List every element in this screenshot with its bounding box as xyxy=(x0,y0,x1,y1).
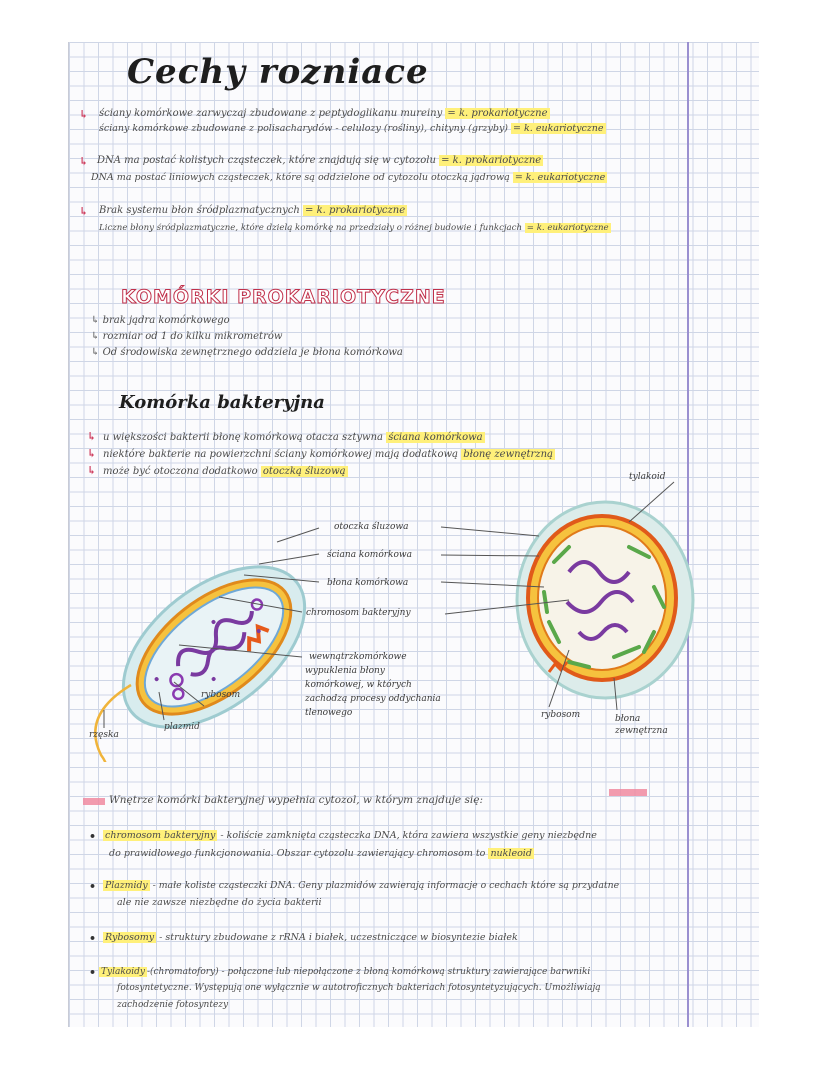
label-sciana: ściana komórkowa xyxy=(327,550,412,560)
page-title: Cechy rozniace xyxy=(127,52,429,92)
note-ribosomes xyxy=(103,932,518,944)
bullet-dot: • xyxy=(89,932,97,945)
text: Od środowiska zewnętrznego oddziela je błona komórkowa xyxy=(102,347,403,358)
highlight-mark xyxy=(83,798,105,805)
label-wpuklenia-4: zachodzą procesy oddychania xyxy=(305,694,441,704)
bacterial-cell-diagram xyxy=(69,42,759,762)
label-wpuklenia-5: tlenowego xyxy=(305,708,353,718)
label-rybosom-left: rybosom xyxy=(201,690,241,700)
text: ściany komórkowe zarwyczaj zbudowane z peptydoglikanu mureiny xyxy=(99,108,443,119)
text: - koliście zamknięta cząsteczka DNA, która zawiera wszystkie geny niezbędne xyxy=(220,830,597,841)
highlight: otoczką śluzową xyxy=(262,466,346,477)
text: Liczne błony śródplazmatyczne, które dzielą komórkę na przedziały o różnej budowie i funkcjach xyxy=(99,223,523,233)
text: u większości bakterii błonę komórkową otacza sztywna xyxy=(103,432,383,443)
label-chromosom: chromosom bakteryjny xyxy=(306,608,411,618)
label-blona-zewn-1: błona xyxy=(615,714,641,724)
label-blona-zewn-2: zewnętrzna xyxy=(615,726,668,736)
text: DNA ma postać liniowych cząsteczek, które są oddzielone od cytozolu otoczką jądrową xyxy=(91,172,510,183)
round-bacterium xyxy=(517,502,693,698)
note-thylakoids xyxy=(99,966,590,978)
highlight: nukleoid xyxy=(490,848,532,859)
label-blona: błona komórkowa xyxy=(327,578,409,588)
text: może być otoczona dodatkowo xyxy=(103,466,258,477)
bullet-arrow: ↳ xyxy=(87,430,97,443)
note-plasmids-2: ale nie zawsze niezbędne do życia bakterii xyxy=(117,897,322,908)
text: ściany komórkowe zbudowane z polisacharydów - celulozy (rośliny), chityny (grzyby) xyxy=(99,123,509,134)
label-wpuklenia-1: wewnątrzkomórkowe xyxy=(309,652,407,662)
text: DNA ma postać kolistych cząsteczek, które znajdują się w cytozolu xyxy=(97,155,436,166)
text: - małe koliste cząsteczki DNA. Geny plazmidów zawierają informacje o cechach które są przydatne xyxy=(152,880,620,891)
rod-bacterium xyxy=(94,535,333,759)
note-thylakoids-2: fotosyntetyczne. Występują one wyłącznie w autotroficznych bakteriach fotosyntetyzujących. Umożliwiają xyxy=(117,983,601,993)
highlight: błonę zewnętrzną xyxy=(463,449,553,460)
bullet-dot: • xyxy=(89,880,97,893)
text: rozmiar od 1 do kilku mikrometrów xyxy=(102,331,283,342)
highlight: = k. eukariotyczne xyxy=(514,172,606,183)
highlight: = k. eukariotyczne xyxy=(526,223,609,233)
note-chromosome-2 xyxy=(109,848,534,860)
text: Brak systemu błon śródplazmatycznych xyxy=(99,205,300,216)
highlight-mark xyxy=(609,789,647,796)
highlight: ściana komórkowa xyxy=(388,432,483,443)
highlight: = k. prokariotyczne xyxy=(447,108,548,119)
highlight: = k. prokariotyczne xyxy=(305,205,406,216)
highlight: chromosom bakteryjny xyxy=(105,830,216,841)
bullet-arrow: ↳ xyxy=(79,108,89,121)
highlight: = k. prokariotyczne xyxy=(441,155,542,166)
note-plasmids xyxy=(103,880,619,892)
bullet-dot: • xyxy=(89,966,97,979)
prokaryote-item: ↳ brak jądra komórkowego xyxy=(91,315,230,326)
section-heading-bacterial-cell: Komórka bakteryjna xyxy=(119,392,325,413)
text: brak jądra komórkowego xyxy=(102,315,230,326)
bullet-arrow: ↳ xyxy=(87,447,97,460)
prokaryote-item: ↳ rozmiar od 1 do kilku mikrometrów xyxy=(91,331,283,342)
notebook-page xyxy=(68,42,759,1027)
label-wpuklenia-2: wypuklenia błony xyxy=(305,666,385,676)
text: -(chromatofory) - połączone lub niepołączone z błoną komórkową struktury zawierające barwniki xyxy=(146,967,591,977)
notes-intro: Wnętrze komórki bakteryjnej wypełnia cytozol, w którym znajduje się: xyxy=(109,794,483,806)
note-thylakoids-3: zachodzenie fotosyntezy xyxy=(117,1000,229,1010)
label-otoczka: otoczka śluzowa xyxy=(334,522,409,532)
bullet-dot: • xyxy=(89,830,97,843)
highlight: Tylakoidy xyxy=(101,967,145,977)
text: do prawidłowego funkcjonowania. Obszar cytozolu zawierający chromosom to xyxy=(109,848,486,859)
highlight: Plazmidy xyxy=(105,880,148,891)
label-rzeska: rzęska xyxy=(89,730,119,740)
text: - struktury zbudowane z rRNA i białek, uczestniczące w biosyntezie białek xyxy=(159,932,518,943)
text: niektóre bakterie na powierzchni ściany komórkowej mają dodatkową xyxy=(103,449,459,460)
highlight: = k. eukariotyczne xyxy=(513,123,604,134)
bullet-arrow: ↳ xyxy=(87,464,97,477)
note-chromosome xyxy=(103,830,597,842)
section-heading-prokaryotic: KOMÓRKI PROKARIOTYCZNE xyxy=(121,286,446,308)
bullet-arrow: ↳ xyxy=(79,205,89,218)
label-rybosom-right: rybosom xyxy=(541,710,581,720)
label-tylakoid: tylakoid xyxy=(629,472,666,482)
prokaryote-item: ↳ Od środowiska zewnętrznego oddziela je błona komórkowa xyxy=(91,347,403,358)
highlight: Rybosomy xyxy=(105,932,155,943)
bullet-arrow: ↳ xyxy=(79,155,89,168)
label-wpuklenia-3: komórkowej, w których xyxy=(305,680,412,690)
label-plazmid: plazmid xyxy=(164,722,200,732)
